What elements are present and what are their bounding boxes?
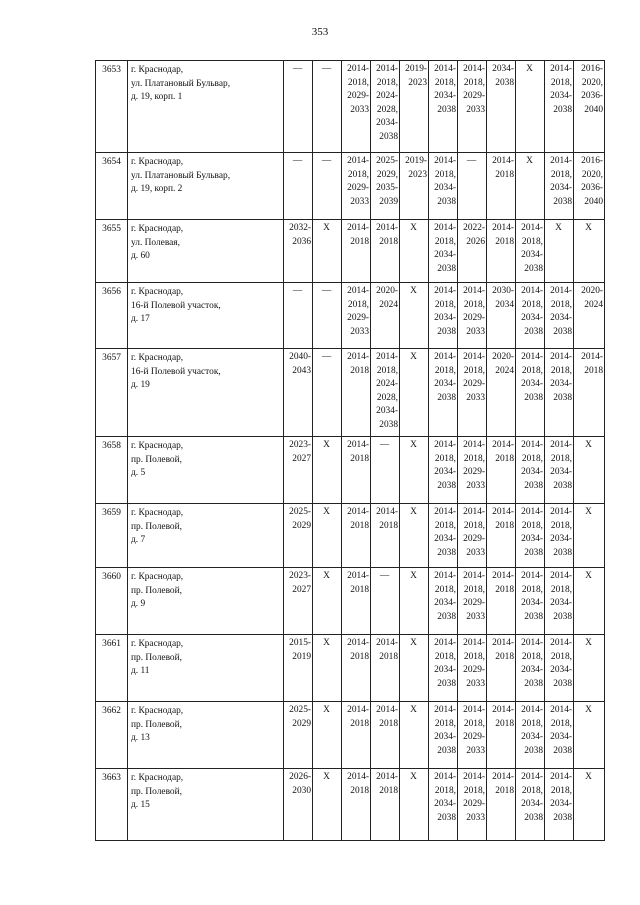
period-cell: 2014- 2018, 2034- 2038: [545, 153, 574, 220]
address-cell: г. Краснодар, пр. Полевой, д. 11: [128, 635, 284, 702]
table-row: [96, 349, 605, 437]
period-cell: 2014- 2018, 2034- 2038: [429, 349, 458, 437]
period-cell: 2032- 2036: [284, 220, 313, 283]
period-cell: Х: [574, 635, 605, 702]
period-cell: 2026- 2030: [284, 769, 313, 841]
page-number: 353: [311, 26, 329, 38]
period-cell: 2014- 2018, 2034- 2038: [429, 635, 458, 702]
period-cell: 2014- 2018, 2029- 2033: [458, 769, 487, 841]
period-cell: 2014- 2018: [342, 349, 371, 437]
period-cell: Х: [516, 153, 545, 220]
period-cell: 2023- 2027: [284, 437, 313, 504]
period-cell: Х: [400, 283, 429, 349]
row-number: 3655: [96, 220, 128, 283]
period-cell: Х: [400, 437, 429, 504]
period-cell: Х: [313, 220, 342, 283]
period-cell: 2014- 2018, 2034- 2038: [429, 769, 458, 841]
period-cell: 2014- 2018, 2029- 2033: [458, 61, 487, 153]
table-row: [96, 702, 605, 769]
row-number: 3658: [96, 437, 128, 504]
period-cell: —: [284, 153, 313, 220]
period-cell: 2016- 2020, 2036- 2040: [574, 153, 605, 220]
period-cell: 2014- 2018: [487, 635, 516, 702]
period-cell: Х: [400, 568, 429, 635]
period-cell: 2014- 2018, 2034- 2038: [516, 635, 545, 702]
period-cell: 2014- 2018, 2029- 2033: [458, 702, 487, 769]
row-number: 3663: [96, 769, 128, 841]
period-cell: 2014- 2018: [371, 635, 400, 702]
period-cell: 2014- 2018: [574, 349, 605, 437]
address-cell: г. Краснодар, 16-й Полевой участок, д. 19: [128, 349, 284, 437]
period-cell: 2014- 2018: [342, 769, 371, 841]
period-cell: 2014- 2018, 2034- 2038: [516, 769, 545, 841]
period-cell: —: [284, 283, 313, 349]
period-cell: Х: [400, 635, 429, 702]
period-cell: 2014- 2018, 2034- 2038: [545, 702, 574, 769]
row-number: 3656: [96, 283, 128, 349]
period-cell: 2014- 2018, 2034- 2038: [429, 153, 458, 220]
period-cell: 2014- 2018: [371, 220, 400, 283]
period-cell: 2014- 2018, 2034- 2038: [545, 568, 574, 635]
period-cell: Х: [400, 349, 429, 437]
period-cell: 2014- 2018, 2034- 2038: [429, 702, 458, 769]
period-cell: 2014- 2018: [342, 504, 371, 568]
period-cell: Х: [400, 220, 429, 283]
period-cell: 2014- 2018, 2034- 2038: [429, 504, 458, 568]
period-cell: 2014- 2018, 2024- 2028, 2034- 2038: [371, 349, 400, 437]
period-cell: 2020- 2024: [574, 283, 605, 349]
table-row: [96, 153, 605, 220]
row-number: 3657: [96, 349, 128, 437]
row-number: 3660: [96, 568, 128, 635]
period-cell: Х: [400, 504, 429, 568]
period-cell: Х: [313, 702, 342, 769]
period-cell: —: [313, 349, 342, 437]
building-repair-schedule-table: [95, 60, 605, 841]
row-number: 3659: [96, 504, 128, 568]
period-cell: Х: [545, 220, 574, 283]
period-cell: Х: [574, 437, 605, 504]
period-cell: 2014- 2018, 2029- 2033: [458, 283, 487, 349]
table-row: [96, 635, 605, 702]
period-cell: 2014- 2018, 2034- 2038: [429, 568, 458, 635]
period-cell: 2016- 2020, 2036- 2040: [574, 61, 605, 153]
row-number: 3653: [96, 61, 128, 153]
period-cell: 2014- 2018, 2034- 2038: [545, 769, 574, 841]
period-cell: 2014- 2018, 2029- 2033: [342, 61, 371, 153]
period-cell: Х: [313, 568, 342, 635]
period-cell: 2019- 2023: [400, 153, 429, 220]
period-cell: 2014- 2018, 2029- 2033: [342, 153, 371, 220]
address-cell: г. Краснодар, пр. Полевой, д. 7: [128, 504, 284, 568]
period-cell: 2014- 2018, 2034- 2038: [545, 283, 574, 349]
period-cell: 2030- 2034: [487, 283, 516, 349]
period-cell: 2014- 2018: [487, 437, 516, 504]
period-cell: 2014- 2018, 2034- 2038: [429, 220, 458, 283]
period-cell: 2020- 2024: [487, 349, 516, 437]
period-cell: 2014- 2018, 2029- 2033: [458, 437, 487, 504]
period-cell: Х: [574, 568, 605, 635]
address-cell: г. Краснодар, ул. Платановый Бульвар, д. 19, корп. 2: [128, 153, 284, 220]
address-cell: г. Краснодар, пр. Полевой, д. 15: [128, 769, 284, 841]
period-cell: 2023- 2027: [284, 568, 313, 635]
period-cell: 2014- 2018: [487, 220, 516, 283]
period-cell: 2014- 2018: [371, 702, 400, 769]
period-cell: 2014- 2018, 2034- 2038: [516, 220, 545, 283]
period-cell: 2022- 2026: [458, 220, 487, 283]
row-number: 3654: [96, 153, 128, 220]
address-cell: г. Краснодар, 16-й Полевой участок, д. 17: [128, 283, 284, 349]
period-cell: 2014- 2018, 2029- 2033: [458, 568, 487, 635]
address-cell: г. Краснодар, пр. Полевой, д. 9: [128, 568, 284, 635]
period-cell: 2014- 2018, 2034- 2038: [516, 283, 545, 349]
table-row: [96, 769, 605, 841]
period-cell: 2014- 2018, 2034- 2038: [516, 702, 545, 769]
period-cell: Х: [313, 769, 342, 841]
period-cell: 2014- 2018, 2034- 2038: [429, 283, 458, 349]
period-cell: 2014- 2018: [371, 769, 400, 841]
period-cell: 2014- 2018: [487, 769, 516, 841]
period-cell: 2014- 2018: [342, 568, 371, 635]
period-cell: 2014- 2018: [342, 702, 371, 769]
table-row: [96, 220, 605, 283]
period-cell: 2014- 2018, 2034- 2038: [545, 635, 574, 702]
period-cell: Х: [574, 769, 605, 841]
period-cell: —: [313, 153, 342, 220]
period-cell: 2014- 2018: [342, 437, 371, 504]
period-cell: —: [458, 153, 487, 220]
table-row: [96, 437, 605, 504]
period-cell: 2014- 2018, 2034- 2038: [516, 504, 545, 568]
period-cell: 2014- 2018, 2029- 2033: [342, 283, 371, 349]
period-cell: Х: [400, 769, 429, 841]
period-cell: 2014- 2018, 2034- 2038: [429, 437, 458, 504]
period-cell: 2014- 2018: [342, 220, 371, 283]
period-cell: 2014- 2018, 2029- 2033: [458, 635, 487, 702]
period-cell: 2014- 2018, 2034- 2038: [516, 437, 545, 504]
period-cell: —: [313, 283, 342, 349]
period-cell: 2014- 2018, 2034- 2038: [545, 504, 574, 568]
period-cell: 2014- 2018, 2034- 2038: [516, 349, 545, 437]
period-cell: Х: [400, 702, 429, 769]
period-cell: 2014- 2018, 2034- 2038: [545, 437, 574, 504]
table-row: [96, 283, 605, 349]
period-cell: 2014- 2018: [487, 153, 516, 220]
period-cell: 2014- 2018: [342, 635, 371, 702]
period-cell: Х: [313, 437, 342, 504]
period-cell: 2014- 2018, 2034- 2038: [545, 349, 574, 437]
period-cell: 2025- 2029: [284, 702, 313, 769]
table-row: [96, 504, 605, 568]
period-cell: 2014- 2018, 2034- 2038: [545, 61, 574, 153]
period-cell: 2014- 2018, 2029- 2033: [458, 349, 487, 437]
period-cell: 2014- 2018: [487, 702, 516, 769]
period-cell: Х: [574, 702, 605, 769]
period-cell: 2014- 2018: [487, 568, 516, 635]
period-cell: Х: [313, 504, 342, 568]
period-cell: 2040- 2043: [284, 349, 313, 437]
period-cell: 2014- 2018, 2034- 2038: [429, 61, 458, 153]
table-row: [96, 568, 605, 635]
period-cell: 2025- 2029: [284, 504, 313, 568]
period-cell: 2019- 2023: [400, 61, 429, 153]
period-cell: 2014- 2018: [371, 504, 400, 568]
row-number: 3662: [96, 702, 128, 769]
period-cell: Х: [574, 504, 605, 568]
period-cell: 2014- 2018, 2024- 2028, 2034- 2038: [371, 61, 400, 153]
period-cell: 2015- 2019: [284, 635, 313, 702]
period-cell: —: [284, 61, 313, 153]
address-cell: г. Краснодар, пр. Полевой, д. 13: [128, 702, 284, 769]
period-cell: 2020- 2024: [371, 283, 400, 349]
period-cell: Х: [313, 635, 342, 702]
row-number: 3661: [96, 635, 128, 702]
period-cell: —: [313, 61, 342, 153]
address-cell: г. Краснодар, ул. Платановый Бульвар, д. 19, корп. 1: [128, 61, 284, 153]
period-cell: 2025- 2029, 2035- 2039: [371, 153, 400, 220]
period-cell: —: [371, 568, 400, 635]
period-cell: 2014- 2018, 2034- 2038: [516, 568, 545, 635]
table-row: [96, 61, 605, 153]
period-cell: 2014- 2018: [487, 504, 516, 568]
address-cell: г. Краснодар, пр. Полевой, д. 5: [128, 437, 284, 504]
period-cell: Х: [574, 220, 605, 283]
address-cell: г. Краснодар, ул. Полевая, д. 60: [128, 220, 284, 283]
period-cell: 2034- 2038: [487, 61, 516, 153]
period-cell: —: [371, 437, 400, 504]
period-cell: Х: [516, 61, 545, 153]
period-cell: 2014- 2018, 2029- 2033: [458, 504, 487, 568]
